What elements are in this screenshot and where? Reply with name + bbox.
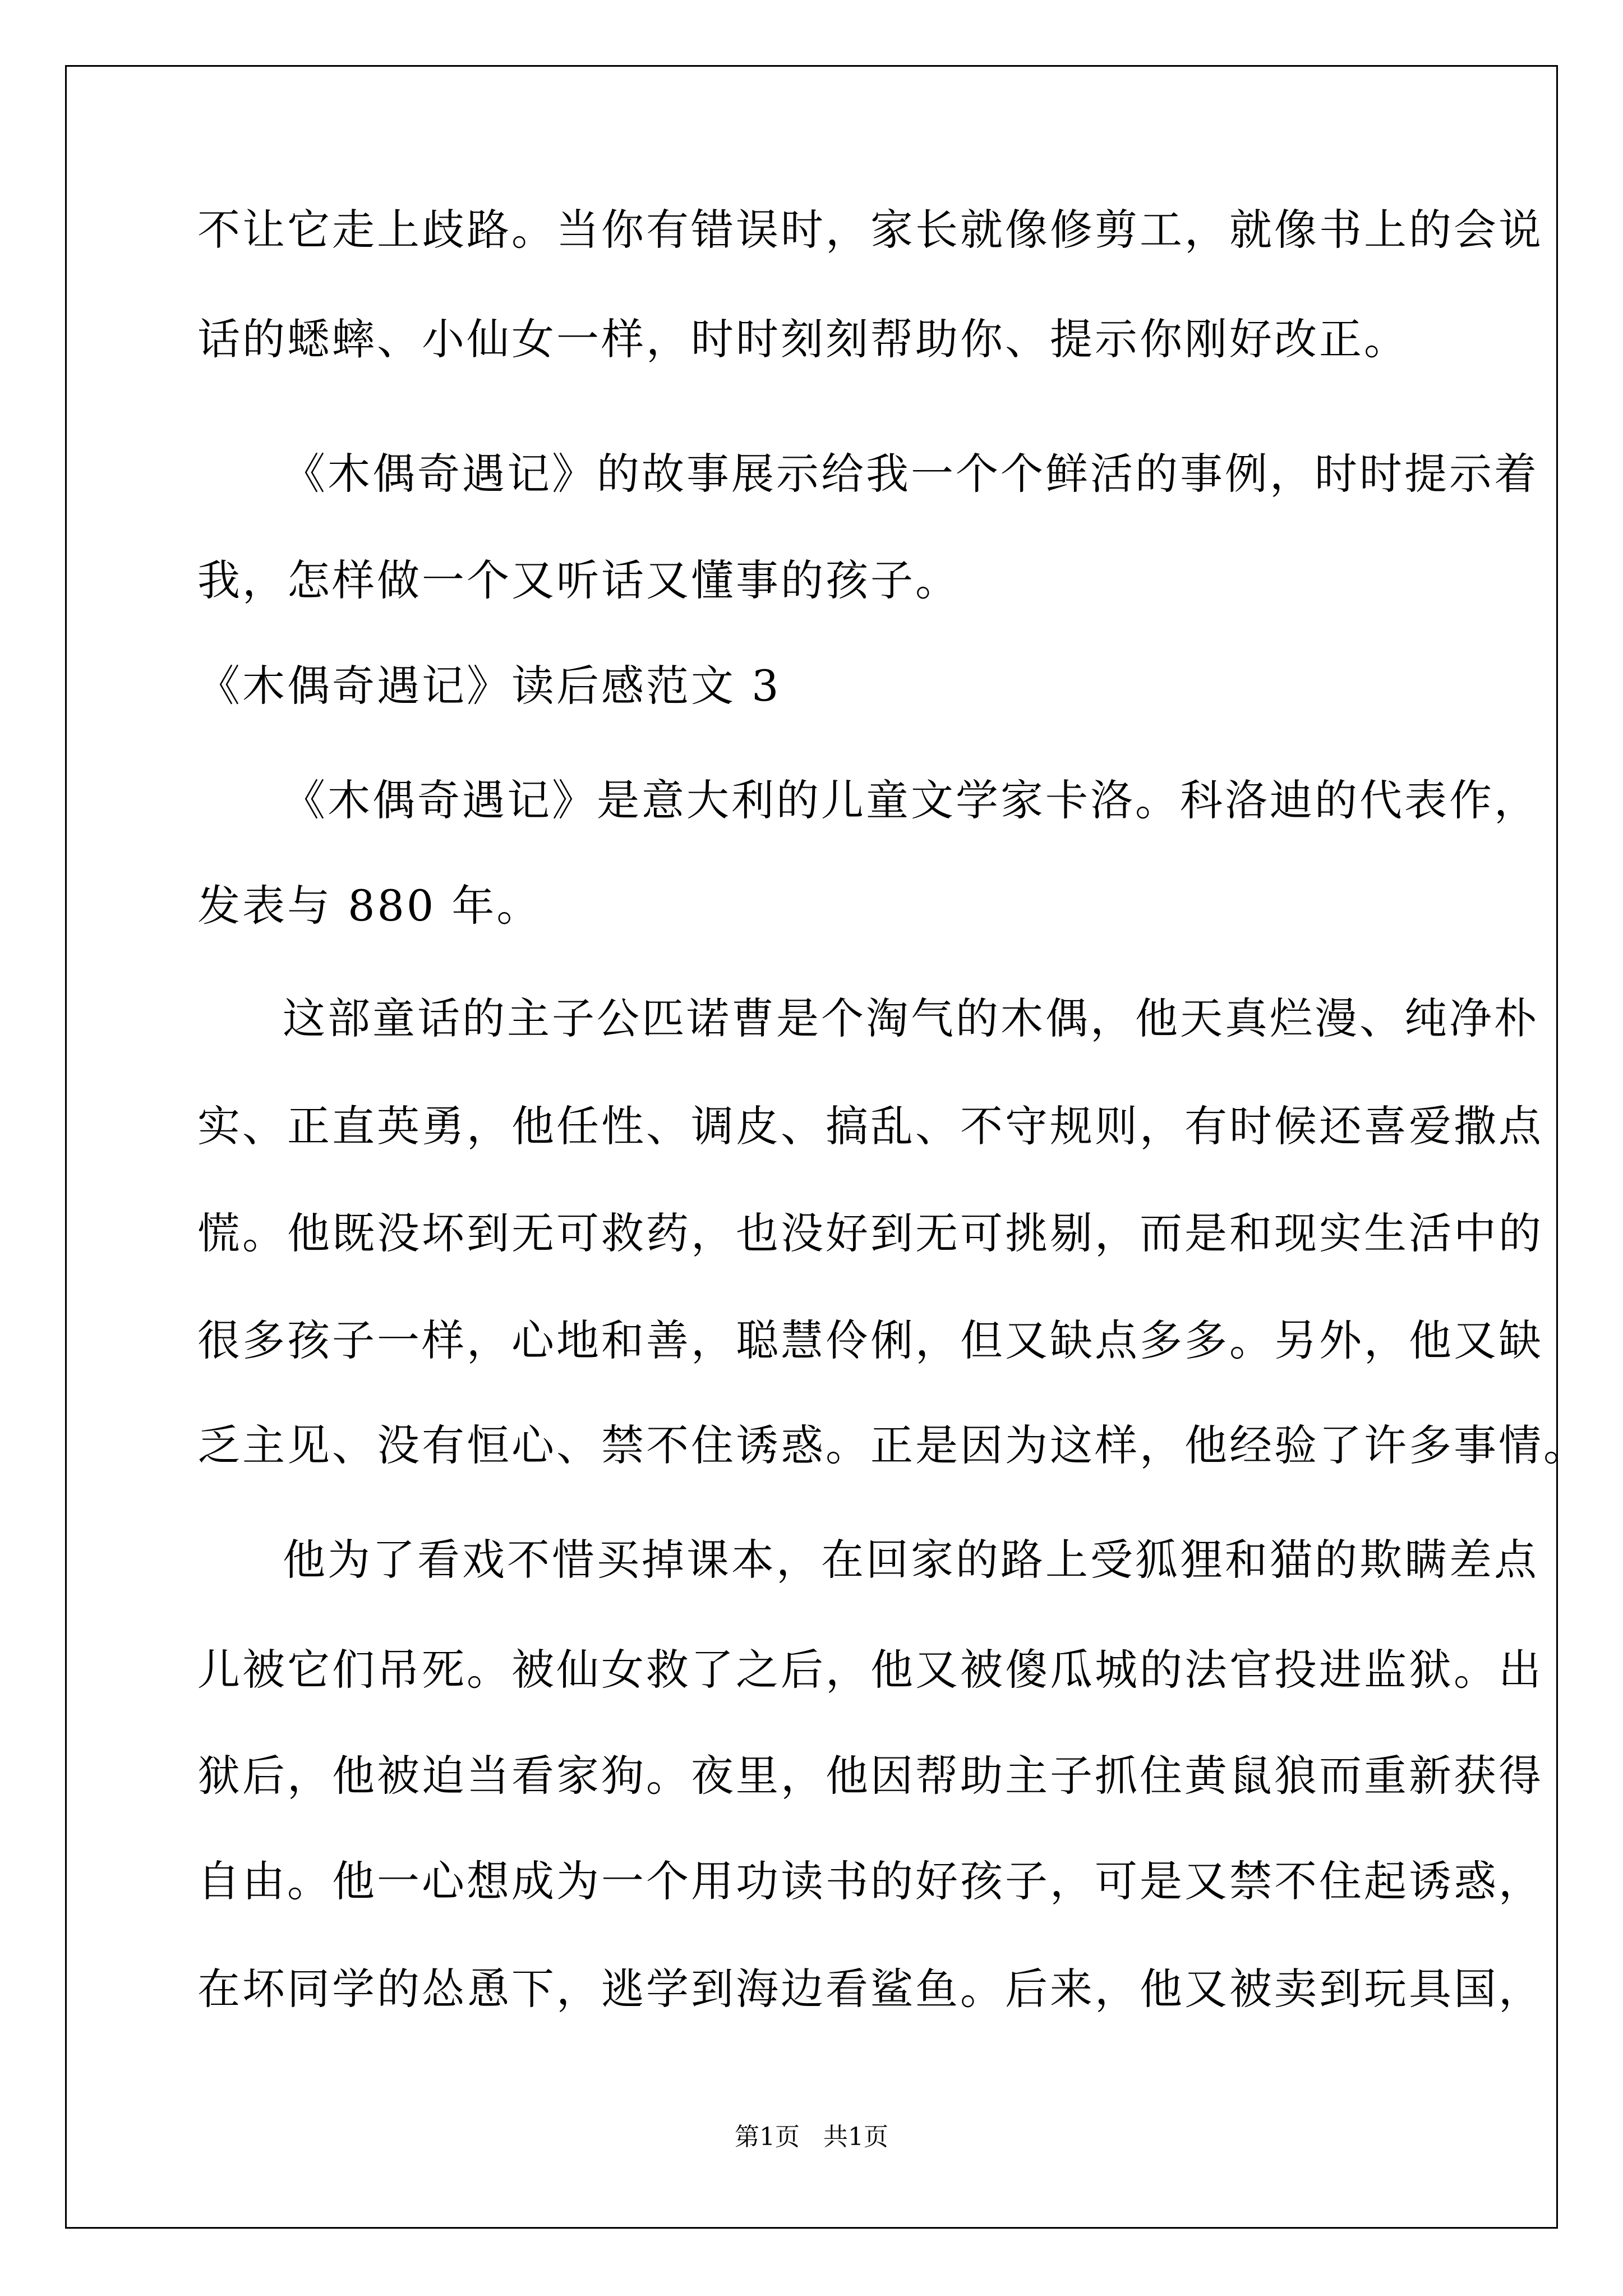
text-line: 《木偶奇遇记》的故事展示给我一个个鲜活的事例，时时提示着 xyxy=(283,449,1539,499)
text-line: 实、正直英勇，他任性、调皮、搞乱、不守规则，有时候还喜爱撒点 xyxy=(197,1101,1543,1151)
text-line: 乏主见、没有恒心、禁不住诱惑。正是因为这样，他经验了许多事情。 xyxy=(197,1420,1588,1470)
text-line: 发表与 880 年。 xyxy=(197,881,542,931)
page-number-footer: 第1页 共1页 xyxy=(735,2123,888,2151)
text-line: 儿被它们吊死。被仙女救了之后，他又被傻瓜城的法官投进监狱。出 xyxy=(197,1645,1543,1695)
text-line: 慌。他既没坏到无可救药，也没好到无可挑剔，而是和现实生活中的 xyxy=(197,1208,1543,1258)
text-line: 他为了看戏不惜买掉课本，在回家的路上受狐狸和猫的欺瞒差点 xyxy=(283,1535,1539,1585)
text-line: 这部童话的主子公匹诺曹是个淘气的木偶，他天真烂漫、纯净朴 xyxy=(283,993,1539,1043)
text-line: 在坏同学的怂恿下，逃学到海边看鲨鱼。后来，他又被卖到玩具国， xyxy=(197,1964,1543,2014)
text-line: 我，怎样做一个又听话又懂事的孩子。 xyxy=(197,555,960,605)
text-line: 话的蟋蟀、小仙女一样，时时刻刻帮助你、提示你刚好改正。 xyxy=(197,314,1409,364)
section-heading: 《木偶奇遇记》读后感范文 3 xyxy=(197,661,781,711)
text-line: 狱后，他被迫当看家狗。夜里，他因帮助主子抓住黄鼠狼而重新获得 xyxy=(197,1751,1543,1801)
text-line: 《木偶奇遇记》是意大利的儿童文学家卡洛。科洛迪的代表作， xyxy=(283,775,1539,825)
text-line: 不让它走上歧路。当你有错误时，家长就像修剪工，就像书上的会说 xyxy=(197,205,1543,255)
text-line: 很多孩子一样，心地和善，聪慧伶俐，但又缺点多多。另外，他又缺 xyxy=(197,1315,1543,1365)
text-line: 自由。他一心想成为一个用功读书的好孩子，可是又禁不住起诱惑， xyxy=(197,1856,1543,1906)
